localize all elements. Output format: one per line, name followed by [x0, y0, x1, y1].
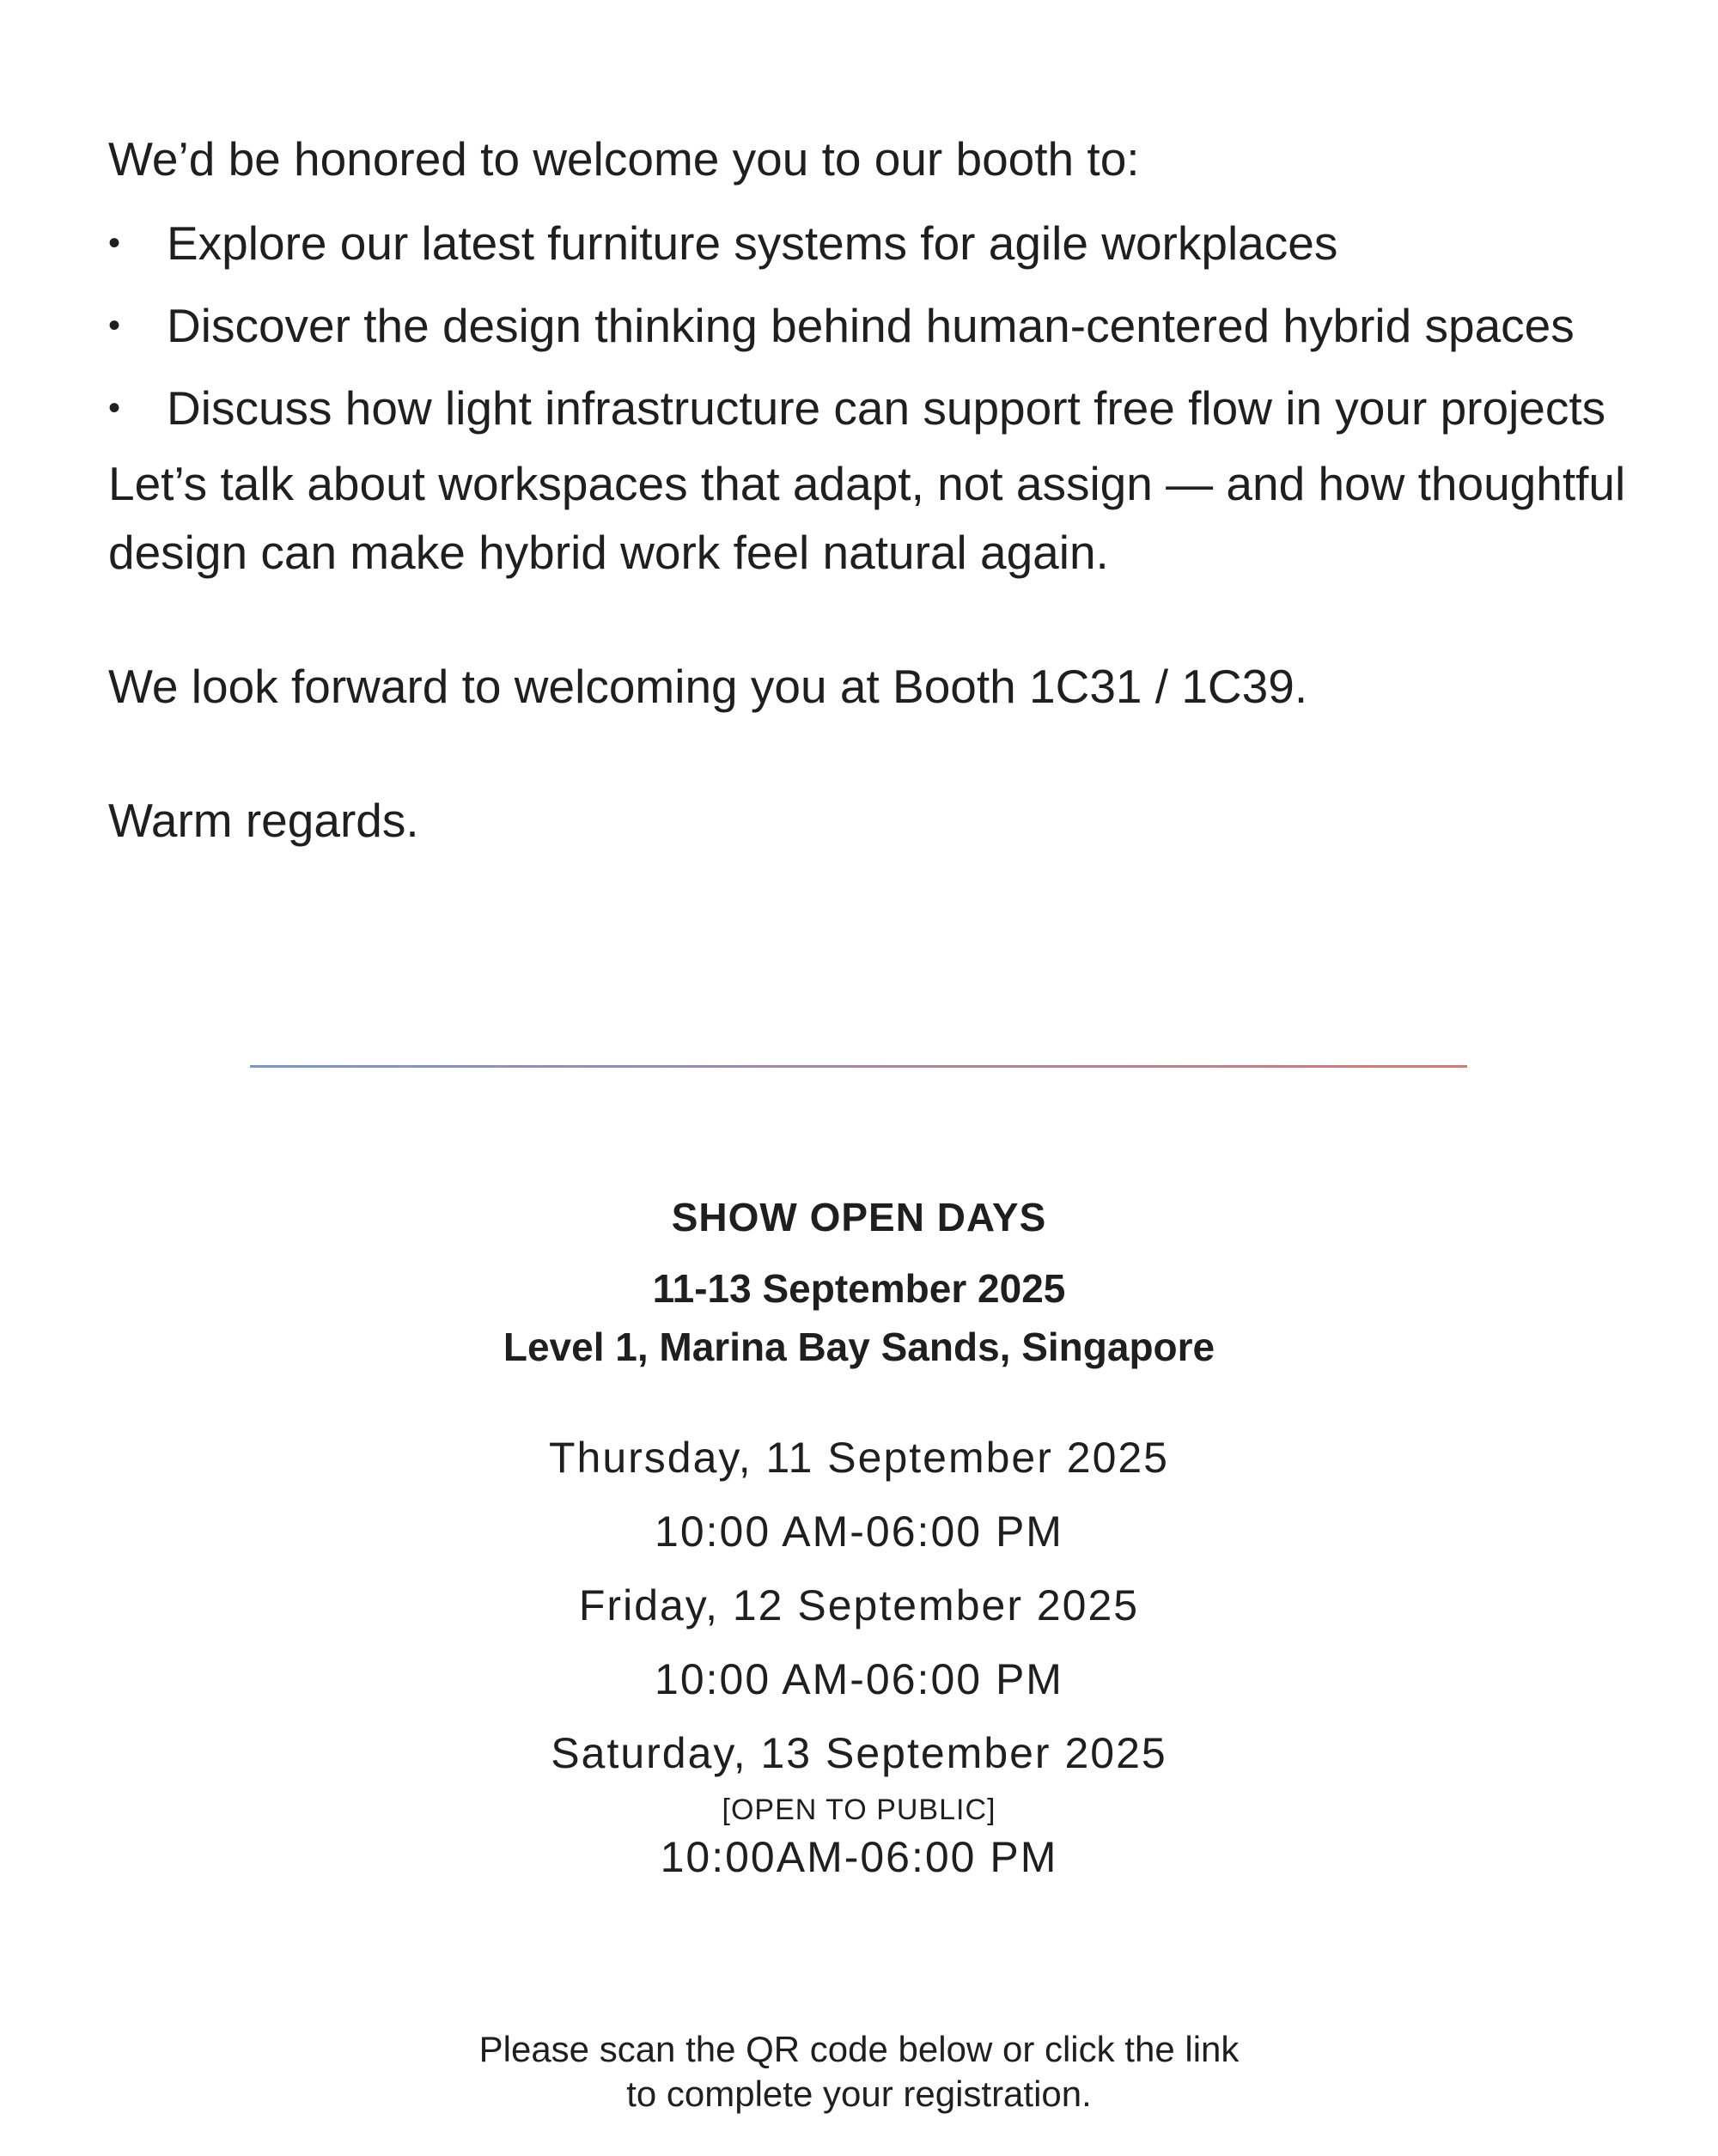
- public-note: [OPEN TO PUBLIC]: [722, 1794, 996, 1826]
- bullet-text: Explore our latest furniture systems for agile workplaces: [167, 216, 1338, 270]
- bullet-icon: •: [108, 307, 121, 344]
- show-details: [0, 1185, 1718, 1885]
- bullet-icon: •: [108, 224, 121, 262]
- schedule-day: Saturday, 13 September 2025: [551, 1729, 1167, 1777]
- closing-paragraph: Let’s talk about workspaces that adapt, not assign — and how thoughtful design can make hybrid work feel natural again.: [108, 457, 1626, 579]
- schedule-time: 10:00 AM-06:00 PM: [655, 1507, 1063, 1556]
- schedule-day: Friday, 12 September 2025: [578, 1581, 1140, 1629]
- bullet-text: Discuss how light infrastructure can support free flow in your projects: [167, 381, 1606, 435]
- bullet-icon: •: [108, 389, 121, 427]
- list-item: [108, 367, 1654, 449]
- show-title: SHOW OPEN DAYS: [671, 1195, 1047, 1239]
- list-item: [108, 202, 1654, 284]
- schedule-day: Thursday, 11 September 2025: [549, 1434, 1169, 1482]
- bullet-list: [108, 202, 1654, 449]
- intro-lead: We’d be honored to welcome you to our booth to:: [108, 132, 1140, 186]
- show-dates: 11-13 September 2025: [652, 1266, 1066, 1311]
- booth-text: We look forward to welcoming you at Booth 1C31 / 1C39.: [108, 660, 1308, 713]
- list-item: [108, 284, 1654, 367]
- schedule-time: 10:00 AM-06:00 PM: [655, 1655, 1063, 1703]
- invitation-body: [108, 125, 1654, 855]
- show-venue: Level 1, Marina Bay Sands, Singapore: [503, 1325, 1215, 1369]
- registration-cta: [0, 2027, 1718, 2116]
- cta-line-2: to complete your registration.: [626, 2074, 1092, 2114]
- schedule-time: 10:00AM-06:00 PM: [660, 1833, 1058, 1881]
- bullet-text: Discover the design thinking behind human-centered hybrid spaces: [167, 299, 1575, 352]
- cta-line-1: Please scan the QR code below or click the link: [478, 2029, 1240, 2069]
- schedule: [0, 1421, 1718, 1885]
- signoff-text: Warm regards.: [108, 794, 419, 847]
- section-divider: [250, 1065, 1467, 1068]
